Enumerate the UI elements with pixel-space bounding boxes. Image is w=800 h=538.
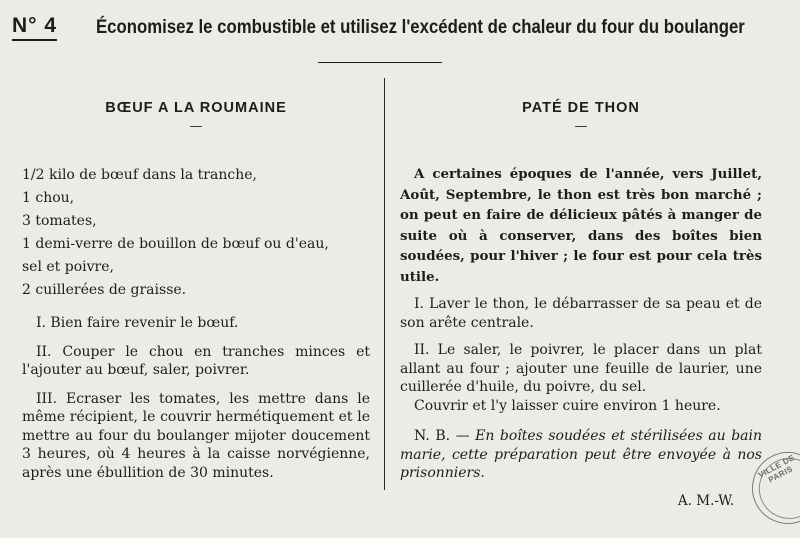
recipe-boeuf-roumaine (22, 96, 370, 482)
card-number: N° 4 (12, 14, 57, 41)
step-2: II. Couper le chou en tranches minces et l'ajouter au bœuf, saler, poivrer. (22, 343, 370, 378)
recipe-title: PATÉ DE THON (522, 100, 640, 116)
recipe-pate-thon (400, 96, 762, 509)
ingredient-list (22, 164, 370, 302)
ingredient-item: 1 chou, (22, 190, 75, 206)
title-dash: — (189, 119, 203, 134)
title-divider (318, 62, 442, 63)
note-text: En boîtes soudées et stérilisées au bain marie, cette préparation peut être envoyée à nos prisonniers. (400, 428, 762, 481)
headline: Économisez le combustible et utilisez l'excédent de chaleur du four du boulanger (96, 16, 745, 38)
title-dash: — (574, 119, 588, 134)
ingredient-item: sel et poivre, (22, 259, 114, 275)
recipe-intro: A certaines époques de l'année, vers Juillet, Août, Septembre, le thon est très bon marché ; on peut en faire de délicieux pâtés à manger de suite où à conserver, dans des boîtes bien soudées, pour l'hiver ; le four est pour cela très utile. (400, 166, 762, 285)
note-label: N. B. — (414, 428, 470, 444)
step-3: Couvrir et l'y laisser cuire environ 1 heure. (414, 397, 721, 414)
column-divider (384, 78, 385, 490)
step-1: I. Laver le thon, le débarrasser de sa peau et de son arête centrale. (400, 296, 762, 331)
ingredient-item: 1 demi-verre de bouillon de bœuf ou d'eau, (22, 236, 329, 252)
recipe-title: BŒUF A LA ROUMAINE (105, 100, 287, 116)
header (12, 14, 792, 46)
step-3: III. Ecraser les tomates, les mettre dans le même récipient, le couvrir hermétiquement et le mettre au four du boulanger mijoter doucement 3 heures, où 4 heures à la caisse norvégienne, après une ébullition de 30 minutes. (22, 390, 370, 481)
stamp-text: VILLE DE PARIS (756, 453, 797, 485)
step-2: II. Le saler, le poivrer, le placer dans un plat allant au four ; ajouter une feuille de laurier, une cuillerée d'huile, du poivre, du sel. (400, 342, 762, 395)
ingredient-item: 3 tomates, (22, 213, 97, 229)
ingredient-item: 2 cuillerées de graisse. (22, 282, 187, 298)
step-1: I. Bien faire revenir le bœuf. (36, 315, 239, 331)
ingredient-item: 1/2 kilo de bœuf dans la tranche, (22, 167, 257, 183)
signature: A. M.-W. (677, 492, 734, 509)
note (400, 427, 762, 483)
